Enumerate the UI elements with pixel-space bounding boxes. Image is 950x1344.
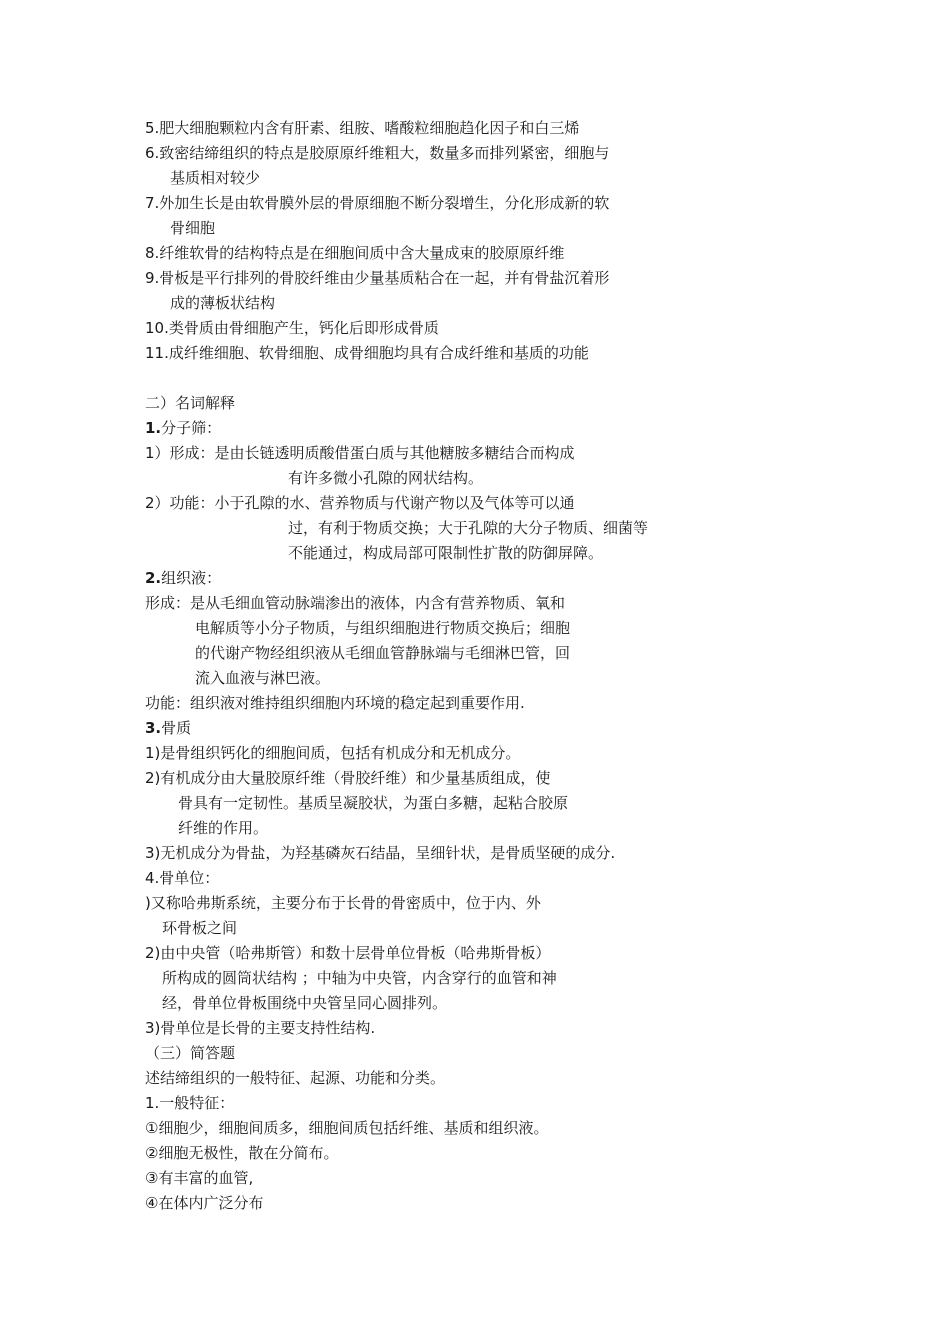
term-2-line-4: 流入血液与淋巴液。 xyxy=(195,669,331,687)
short-answer-point-2: ②细胞无极性，散在分简布。 xyxy=(145,1144,339,1162)
term-1-number: 1. xyxy=(145,419,162,437)
statement-8: 8.纤维软骨的结构特点是在细胞间质中含大量成束的胶原原纤维 xyxy=(145,244,565,262)
term-1-line-3: 2）功能：小于孔隙的水、营养物质与代谢产物以及气体等可以通 xyxy=(145,494,575,512)
statement-6: 6.致密结缔组织的特点是胶原原纤维粗大，数量多而排列紧密，细胞与 xyxy=(145,144,610,162)
term-4-line-6: 3)骨单位是长骨的主要支持性结构. xyxy=(145,1019,376,1037)
term-1-line-1: 1）形成：是由长链透明质酸借蛋白质与其他糖胺多糖结合而构成 xyxy=(145,444,575,462)
term-2-line-3: 的代谢产物经组织液从毛细血管静脉端与毛细淋巴管，回 xyxy=(195,644,571,662)
term-1-line-4: 过，有利于物质交换；大于孔隙的大分子物质、细菌等 xyxy=(288,519,649,537)
term-2-label: 组织液： xyxy=(161,569,222,587)
statement-6-cont: 基质相对较少 xyxy=(170,169,261,187)
term-4-line-1: )又称哈弗斯系统，主要分布于长骨的骨密质中，位于内、外 xyxy=(145,894,541,912)
term-2-number: 2. xyxy=(145,569,162,587)
term-1-line-2: 有许多微小孔隙的网状结构。 xyxy=(288,469,484,487)
term-4-line-5: 经，骨单位骨板围绕中央管呈同心圆排列。 xyxy=(162,994,448,1012)
term-1-line-5: 不能通过，构成局部可限制性扩散的防御屏障。 xyxy=(288,544,604,562)
term-1-label: 分子筛： xyxy=(161,419,222,437)
term-3-label: 骨质 xyxy=(161,719,192,737)
short-answer-subheading: 1.一般特征： xyxy=(145,1094,235,1112)
term-3-line-3: 骨具有一定韧性。基质呈凝胶状，为蛋白多糖，起粘合胶原 xyxy=(178,794,569,812)
term-1-title xyxy=(145,418,221,438)
short-answer-point-3: ③有丰富的血管, xyxy=(145,1169,254,1187)
term-3-line-4: 纤维的作用。 xyxy=(178,819,269,837)
term-3-title xyxy=(145,718,191,738)
statement-10: 10.类骨质由骨细胞产生，钙化后即形成骨质 xyxy=(145,319,439,337)
section-heading-terms: 二）名词解释 xyxy=(145,394,236,412)
statement-11: 11.成纤维细胞、软骨细胞、成骨细胞均具有合成纤维和基质的功能 xyxy=(145,344,589,362)
term-2-line-1: 形成：是从毛细血管动脉端渗出的液体，内含有营养物质、氧和 xyxy=(145,594,566,612)
term-4-title: 4.骨单位： xyxy=(145,869,220,887)
short-answer-point-1: ①细胞少，细胞间质多，细胞间质包括纤维、基质和组织液。 xyxy=(145,1119,549,1137)
term-4-line-2: 环骨板之间 xyxy=(162,919,238,937)
term-3-line-5: 3)无机成分为骨盐，为羟基磷灰石结晶，呈细针状，是骨质坚硬的成分. xyxy=(145,844,616,862)
statement-7-cont: 骨细胞 xyxy=(170,219,216,237)
term-4-line-3: 2)由中央管（哈弗斯管）和数十层骨单位骨板（哈弗斯骨板） xyxy=(145,944,551,962)
term-3-line-1: 1)是骨组织钙化的细胞间质，包括有机成分和无机成分。 xyxy=(145,744,521,762)
short-answer-question: 述结缔组织的一般特征、起源、功能和分类。 xyxy=(145,1069,446,1087)
term-4-line-4: 所构成的圆筒状结构 ；中轴为中央管，内含穿行的血管和神 xyxy=(162,969,557,987)
term-2-line-5: 功能：组织液对维持组织细胞内环境的稳定起到重要作用. xyxy=(145,694,525,712)
term-2-title xyxy=(145,568,221,588)
statement-9-cont: 成的薄板状结构 xyxy=(170,294,276,312)
statement-5: 5.肥大细胞颗粒内含有肝素、组胺、嗜酸粒细胞趋化因子和白三烯 xyxy=(145,119,580,137)
statement-7: 7.外加生长是由软骨膜外层的骨原细胞不断分裂增生，分化形成新的软 xyxy=(145,194,610,212)
short-answer-point-4: ④在体内广泛分布 xyxy=(145,1194,264,1212)
statement-9: 9.骨板是平行排列的骨胶纤维由少量基质粘合在一起，并有骨盐沉着形 xyxy=(145,269,610,287)
term-2-line-2: 电解质等小分子物质，与组织细胞进行物质交换后；细胞 xyxy=(195,619,571,637)
section-heading-short-answer: （三）简答题 xyxy=(145,1044,236,1062)
term-3-line-2: 2)有机成分由大量胶原纤维（骨胶纤维）和少量基质组成，使 xyxy=(145,769,551,787)
term-3-number: 3. xyxy=(145,719,162,737)
